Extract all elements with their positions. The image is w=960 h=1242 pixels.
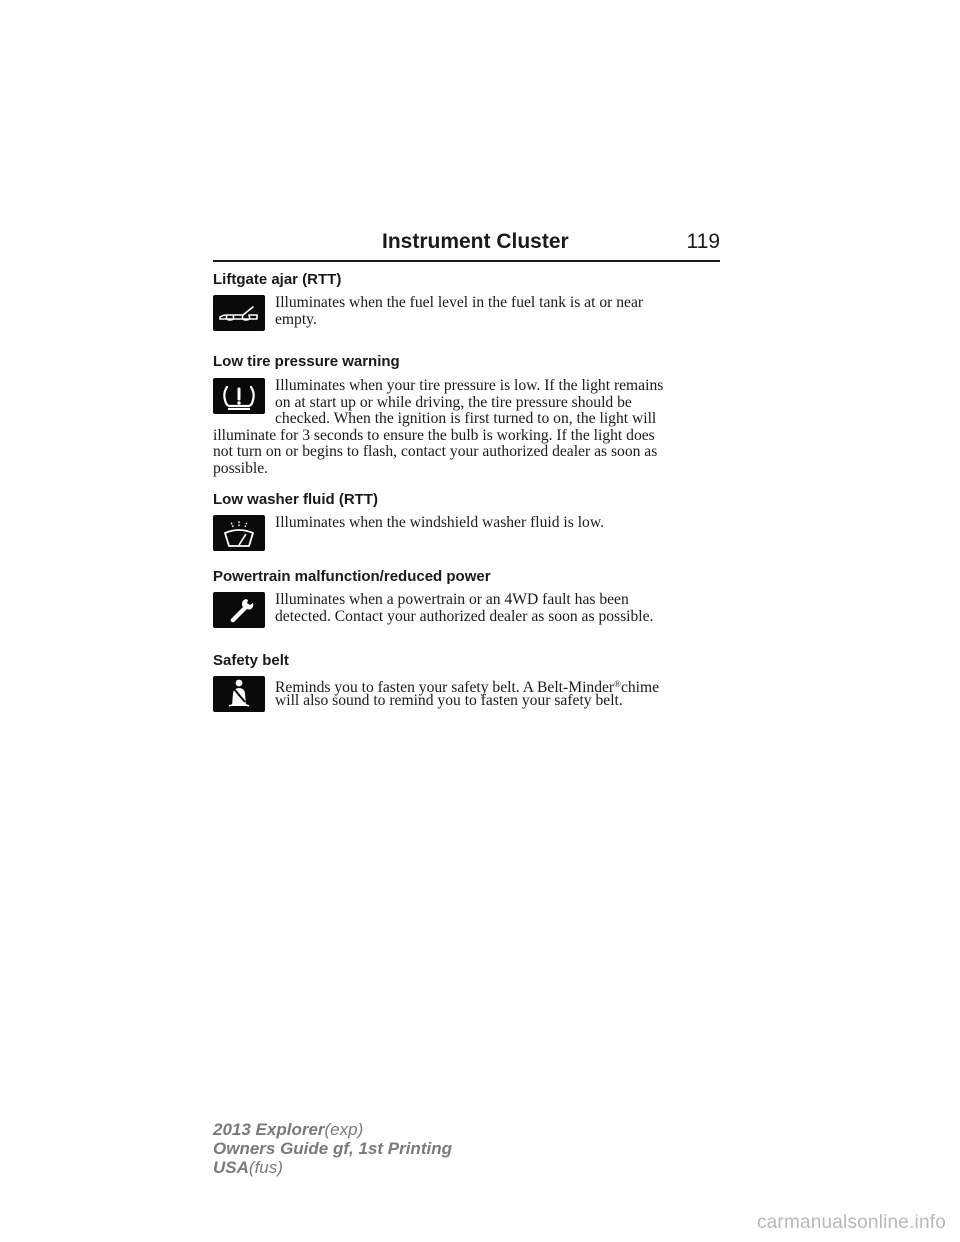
section-description-powertrain-malfunction: Illuminates when a powertrain or an 4WD fault has been detected. Contact your authorized dealer as soon as possible.	[275, 591, 654, 625]
section-heading-safety-belt: Safety belt	[213, 652, 289, 669]
section-description-low-tire-pressure: Illuminates when your tire pressure is low. If the light remains on at start up or while driving, the tire pressure should be checked. When the ignition is first turned to on, the light will	[275, 377, 664, 427]
section-heading-low-washer-fluid: Low washer fluid (RTT)	[213, 491, 378, 508]
washer-fluid-icon	[213, 515, 265, 551]
footer-print-info: 2013 Explorer(exp) Owners Guide gf, 1st Printing USA(fus)	[213, 1120, 452, 1177]
safety-belt-icon	[213, 676, 265, 712]
page-number: 119	[686, 230, 720, 253]
section-heading-low-tire-pressure: Low tire pressure warning	[213, 353, 400, 370]
section-description-safety-belt: Reminds you to fasten your safety belt. A Belt-Minder®chime will also sound to remind you to fasten your safety belt.	[275, 679, 660, 709]
section-description-liftgate-ajar: Illuminates when the fuel level in the fuel tank is at or near empty.	[275, 294, 644, 328]
page-header	[213, 228, 720, 262]
section-description-low-tire-pressure-continued: illuminate for 3 seconds to ensure the bulb is working. If the light does not turn on or begins to flash, contact your authorized dealer as soon as possible.	[213, 426, 658, 477]
watermark: carmanualsonline.info	[756, 1212, 946, 1233]
page-title: Instrument Cluster	[382, 230, 569, 253]
section-description-low-washer-fluid: Illuminates when the windshield washer fluid is low.	[275, 514, 604, 531]
section-heading-liftgate-ajar: Liftgate ajar (RTT)	[213, 271, 342, 288]
section-heading-powertrain-malfunction: Powertrain malfunction/reduced power	[213, 568, 491, 585]
liftgate-ajar-icon	[213, 295, 265, 331]
registered-mark: ®	[614, 679, 621, 689]
tire-pressure-icon	[213, 378, 265, 414]
wrench-icon	[213, 592, 265, 628]
